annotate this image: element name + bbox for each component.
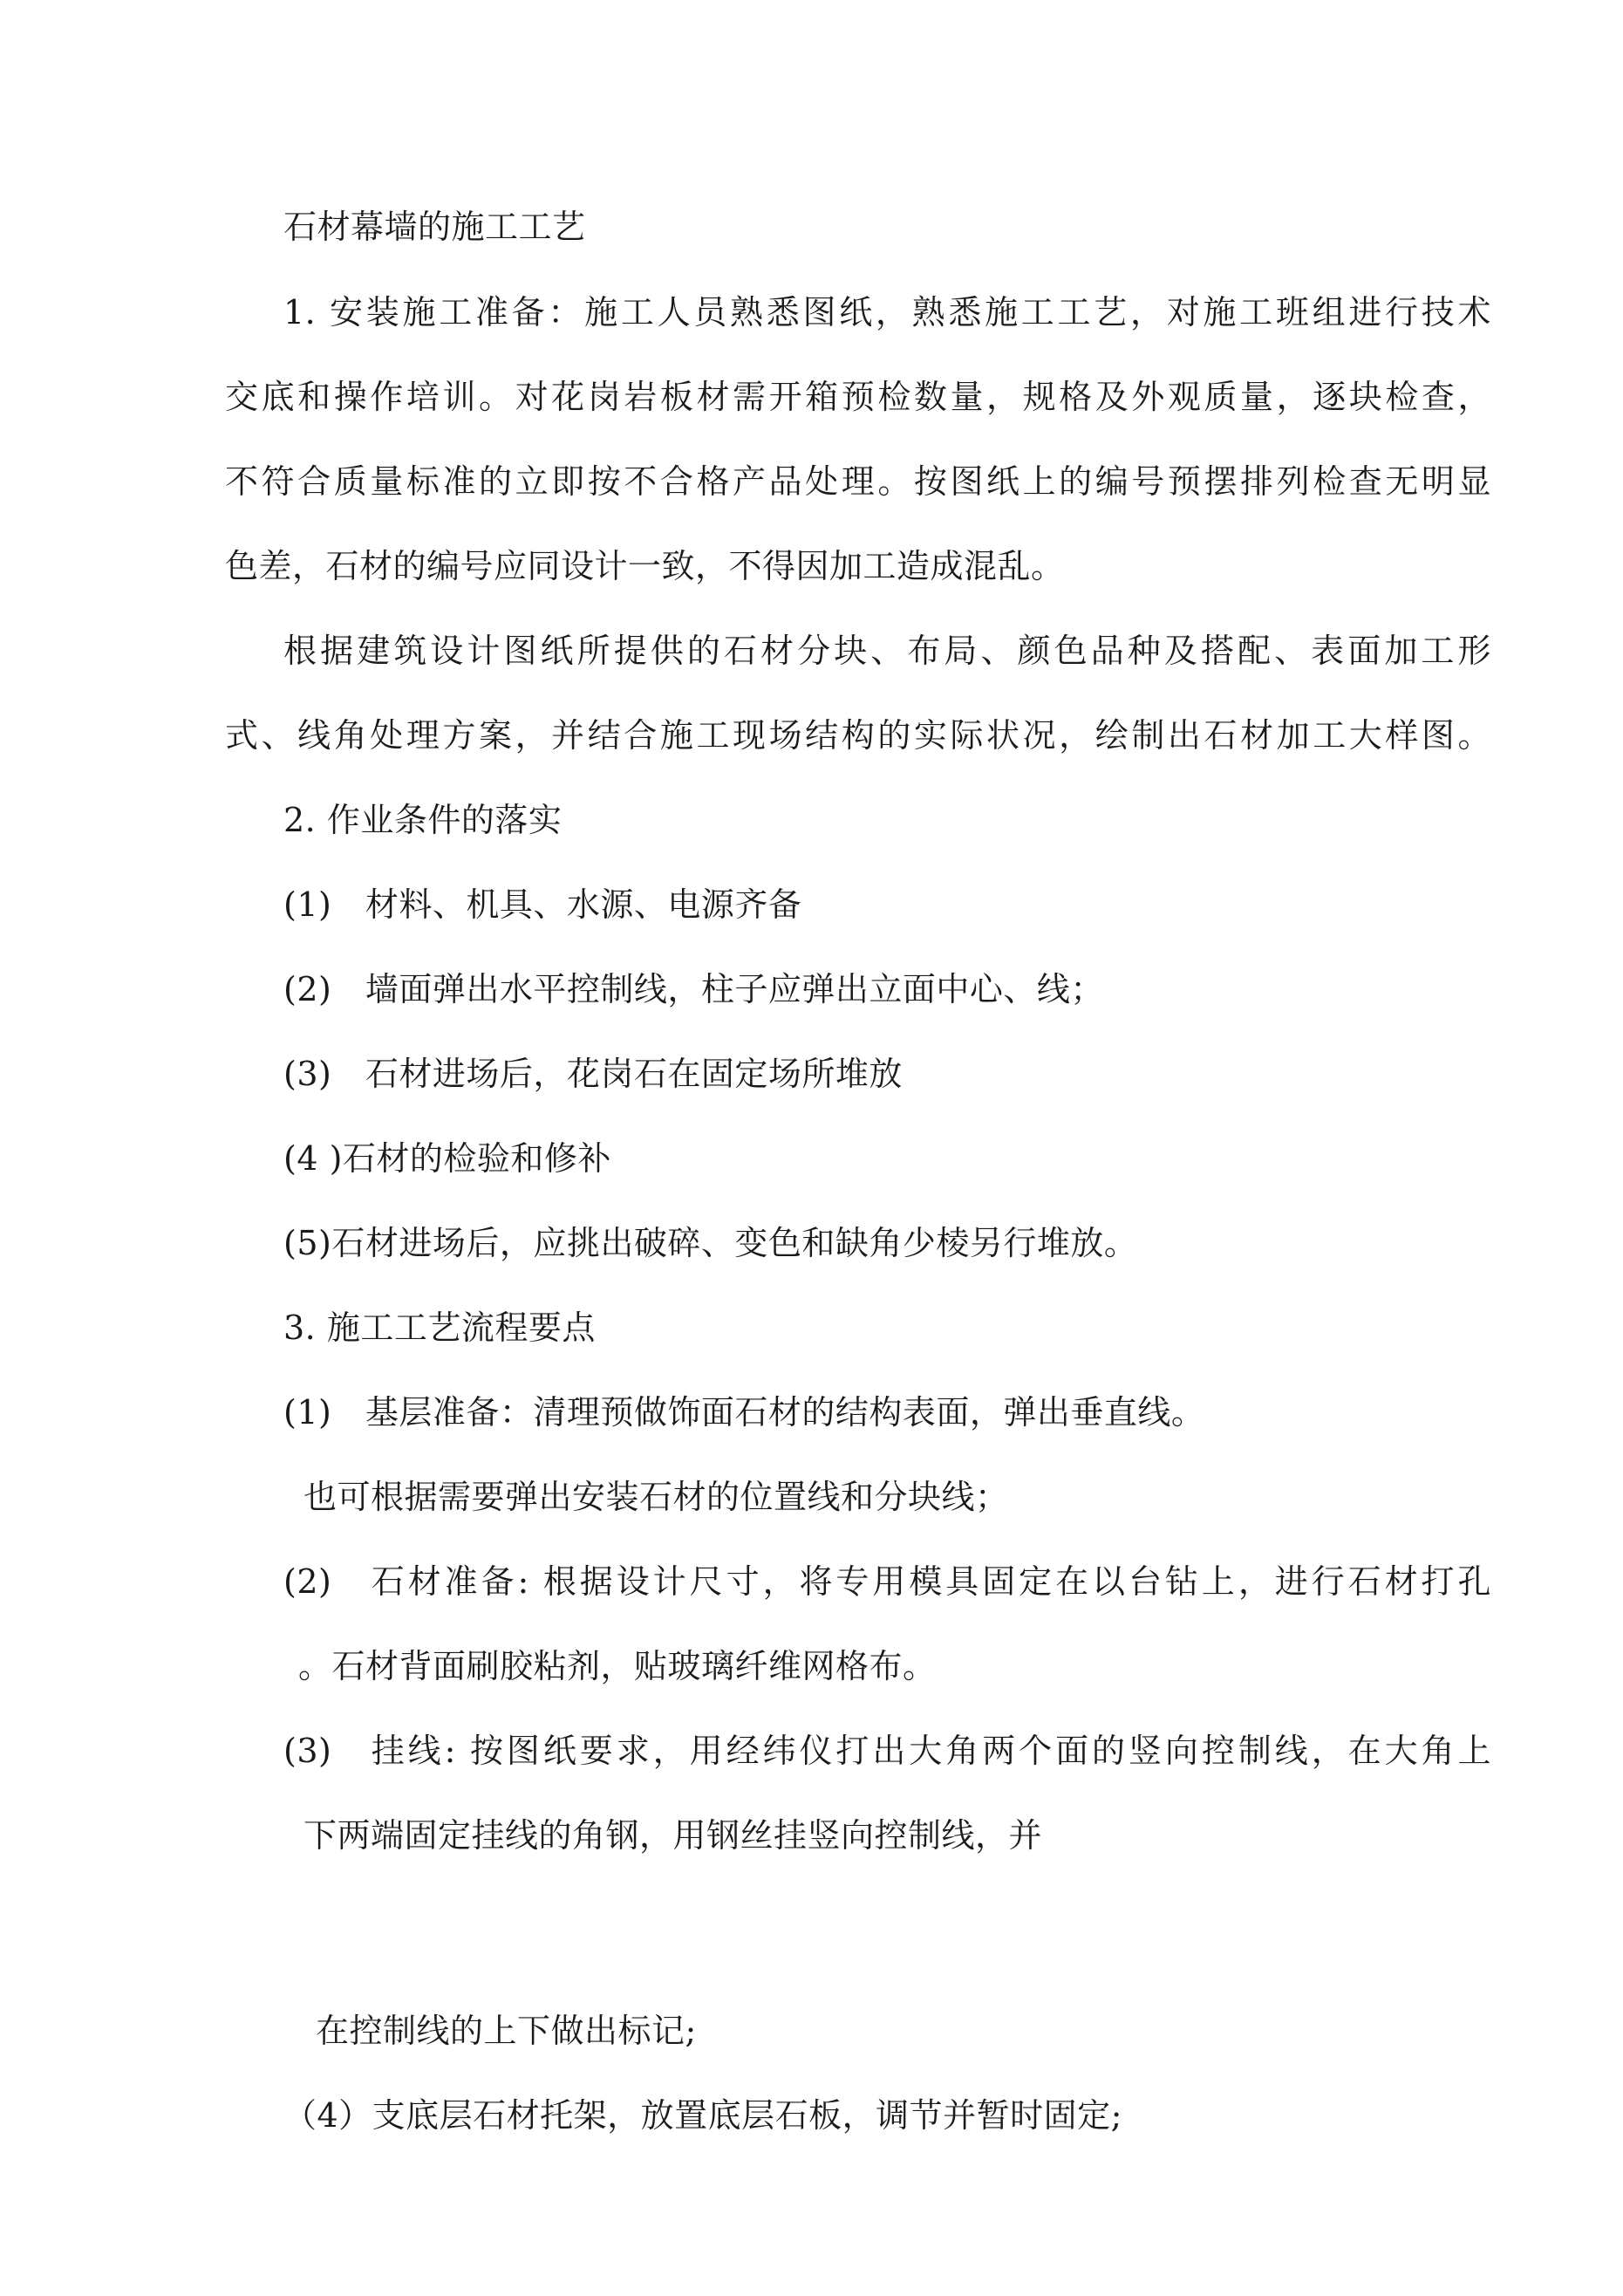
paragraph-line: 色差，石材的编号应同设计一致，不得因加工造成混乱。: [225, 547, 1065, 585]
paragraph-line: 交底和操作培训。对花岗岩板材需开箱预检数量，规格及外观质量，逐块检查，: [225, 378, 1491, 416]
list-item: (4 )石材的检验和修补: [283, 1139, 611, 1178]
list-item: (2) 墙面弹出水平控制线，柱子应弹出立面中心、线；: [283, 970, 1104, 1008]
section-heading: 2. 作业条件的落实: [283, 801, 563, 839]
paragraph-line: 1. 安装施工准备：施工人员熟悉图纸，熟悉施工工艺，对施工班组进行技术: [283, 293, 1491, 331]
list-item-continuation: 下两端固定挂线的角钢，用钢丝挂竖向控制线，并: [303, 1816, 1043, 1855]
section-heading: 3. 施工工艺流程要点: [283, 1309, 596, 1347]
list-item: (1) 材料、机具、水源、电源齐备: [283, 885, 802, 924]
paragraph-line: 式、线角处理方案，并结合施工现场结构的实际状况，绘制出石材加工大样图。: [225, 716, 1491, 755]
list-item: (3) 挂线: 按图纸要求，用经纬仪打出大角两个面的竖向控制线，在大角上: [283, 1732, 1491, 1770]
list-item: (3) 石材进场后，花岗石在固定场所堆放: [283, 1055, 903, 1093]
list-item-continuation: 在控制线的上下做出标记;: [316, 2012, 697, 2050]
document-title: 石材幕墙的施工工艺: [283, 208, 586, 246]
paragraph-line: 根据建筑设计图纸所提供的石材分块、布局、颜色品种及搭配、表面加工形: [283, 632, 1491, 670]
list-item: (5)石材进场后，应挑出破碎、变色和缺角少棱另行堆放。: [283, 1224, 1138, 1262]
list-item: （4）支底层石材托架，放置底层石板，调节并暂时固定;: [283, 2096, 1122, 2135]
list-item-continuation: 也可根据需要弹出安装石材的位置线和分块线；: [303, 1478, 1009, 1516]
list-item: (2) 石材准备: 根据设计尺寸，将专用模具固定在以台钻上，进行石材打孔: [283, 1562, 1491, 1601]
list-item: (1) 基层准备：清理预做饰面石材的结构表面，弹出垂直线。: [283, 1393, 1205, 1432]
list-item-continuation: 。石材背面刷胶粘剂，贴玻璃纤维网格布。: [298, 1647, 937, 1685]
paragraph-line: 不符合质量标准的立即按不合格产品处理。按图纸上的编号预摆排列检查无明显: [225, 462, 1491, 501]
